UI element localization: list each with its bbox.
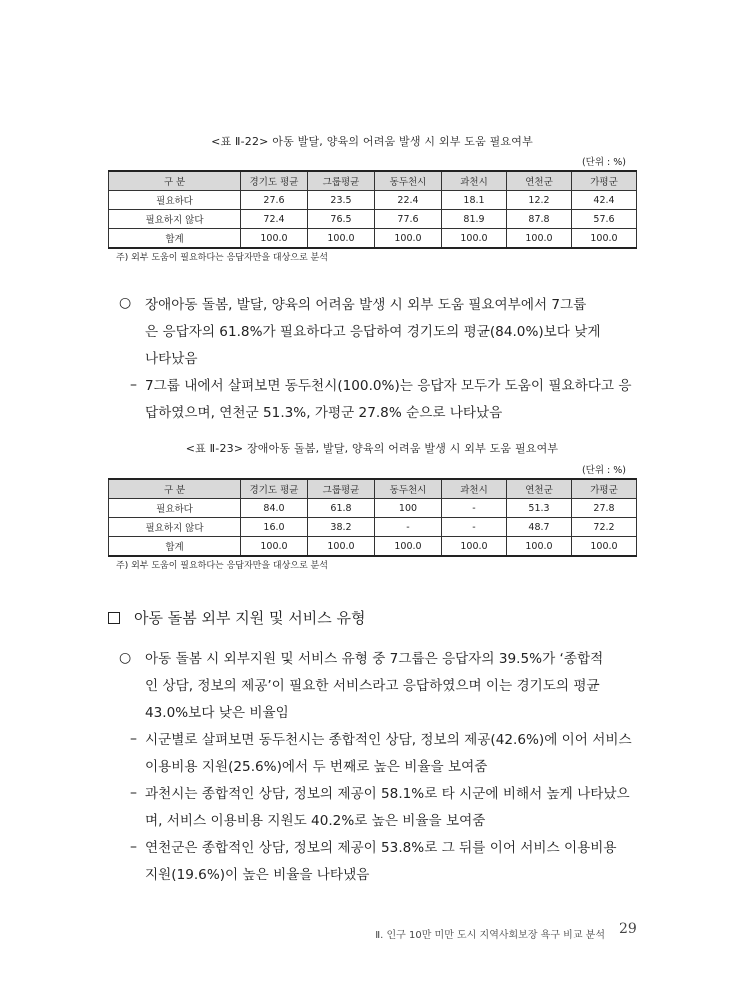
table-22-title: <표 Ⅱ-22> 아동 발달, 양육의 어려움 발생 시 외부 도움 필요여부 bbox=[211, 135, 533, 148]
table-cell: 87.8 bbox=[507, 210, 572, 229]
table-cell: 84.0 bbox=[241, 499, 308, 518]
paragraph-1 bbox=[145, 292, 637, 373]
paragraph-4 bbox=[145, 727, 637, 781]
table-cell: 77.6 bbox=[375, 210, 442, 229]
table-cell: 72.4 bbox=[241, 210, 308, 229]
table-header-row bbox=[109, 479, 637, 499]
table-22 bbox=[108, 170, 637, 249]
table-cell: 100.0 bbox=[442, 537, 507, 557]
table-cell: 27.6 bbox=[241, 191, 308, 210]
text-line: 연천군은 종합적인 상담, 정보의 제공이 53.8%로 그 뒤를 이어 서비스 이용비용 bbox=[145, 840, 617, 856]
table-22-unit: (단위 : %) bbox=[581, 157, 626, 168]
table-cell: 81.9 bbox=[442, 210, 507, 229]
table-cell: 합계 bbox=[109, 229, 241, 249]
table-cell: 100.0 bbox=[507, 229, 572, 249]
header-cell: 과천시 bbox=[442, 479, 507, 499]
table-cell: 76.5 bbox=[308, 210, 375, 229]
table-23-unit: (단위 : %) bbox=[581, 465, 626, 476]
table-cell: 12.2 bbox=[507, 191, 572, 210]
header-cell: 구 분 bbox=[109, 479, 241, 499]
table-cell: 100.0 bbox=[375, 537, 442, 557]
header-cell: 경기도 평균 bbox=[241, 479, 308, 499]
text-line: 나타났음 bbox=[145, 351, 198, 367]
header-cell: 동두천시 bbox=[375, 479, 442, 499]
section-square-icon bbox=[108, 612, 120, 624]
header-cell: 가평군 bbox=[572, 171, 637, 191]
table-cell: - bbox=[375, 518, 442, 537]
text-line: 이용비용 지원(25.6%)에서 두 번째로 높은 비율을 보여줌 bbox=[145, 759, 488, 775]
table-cell: 100.0 bbox=[308, 537, 375, 557]
table-cell: 100.0 bbox=[442, 229, 507, 249]
dash-bullet-icon: – bbox=[130, 377, 137, 393]
text-line: 인 상담, 정보의 제공’이 필요한 서비스라고 응답하였으며 이는 경기도의 평균 bbox=[145, 678, 600, 694]
table-row bbox=[109, 210, 637, 229]
table-cell: 100 bbox=[375, 499, 442, 518]
header-cell: 과천시 bbox=[442, 171, 507, 191]
header-cell: 그룹평균 bbox=[308, 479, 375, 499]
header-cell: 가평군 bbox=[572, 479, 637, 499]
table-cell: 100.0 bbox=[572, 229, 637, 249]
table-row bbox=[109, 537, 637, 557]
table-cell: 100.0 bbox=[241, 229, 308, 249]
table-22-note: 주) 외부 도움이 필요하다는 응답자만을 대상으로 분석 bbox=[116, 253, 328, 263]
header-cell: 경기도 평균 bbox=[241, 171, 308, 191]
text-line: 43.0%보다 낮은 비율임 bbox=[145, 705, 289, 721]
dash-bullet-icon: – bbox=[130, 785, 137, 801]
section-title: 아동 돌봄 외부 지원 및 서비스 유형 bbox=[134, 609, 366, 627]
table-cell: 필요하다 bbox=[109, 191, 241, 210]
text-line: 7그룹 내에서 살펴보면 동두천시(100.0%)는 응답자 모두가 도움이 필요하다고 응 bbox=[145, 378, 632, 394]
table-cell: 38.2 bbox=[308, 518, 375, 537]
table-cell: - bbox=[442, 518, 507, 537]
text-line: 시군별로 살펴보면 동두천시는 종합적인 상담, 정보의 제공(42.6%)에 이어 서비스 bbox=[145, 732, 632, 748]
text-line: 은 응답자의 61.8%가 필요하다고 응답하여 경기도의 평균(84.0%)보다 낮게 bbox=[145, 324, 601, 340]
table-cell: 61.8 bbox=[308, 499, 375, 518]
dash-bullet-icon: – bbox=[130, 839, 137, 855]
footer-chapter-title: Ⅱ. 인구 10만 미만 도시 지역사회보장 욕구 비교 분석 bbox=[375, 930, 605, 941]
table-cell: 필요하지 않다 bbox=[109, 518, 241, 537]
table-cell: 100.0 bbox=[241, 537, 308, 557]
dash-bullet-icon: – bbox=[130, 731, 137, 747]
text-line: 과천시는 종합적인 상담, 정보의 제공이 58.1%로 타 시군에 비해서 높게 나타났으 bbox=[145, 786, 630, 802]
paragraph-6 bbox=[145, 835, 637, 889]
table-23 bbox=[108, 478, 637, 557]
text-line: 답하였으며, 연천군 51.3%, 가평군 27.8% 순으로 나타났음 bbox=[145, 405, 503, 421]
text-line: 장애아동 돌봄, 발달, 양육의 어려움 발생 시 외부 도움 필요여부에서 7그룹 bbox=[145, 297, 587, 313]
table-row bbox=[109, 499, 637, 518]
table-cell: 51.3 bbox=[507, 499, 572, 518]
table-header-row bbox=[109, 171, 637, 191]
text-line: 아동 돌봄 시 외부지원 및 서비스 유형 중 7그룹은 응답자의 39.5%가 ‘종합적 bbox=[145, 651, 604, 667]
table-cell: 100.0 bbox=[308, 229, 375, 249]
table-cell: 27.8 bbox=[572, 499, 637, 518]
header-cell: 동두천시 bbox=[375, 171, 442, 191]
header-cell: 구 분 bbox=[109, 171, 241, 191]
paragraph-3 bbox=[145, 646, 637, 727]
table-cell: 16.0 bbox=[241, 518, 308, 537]
table-cell: 18.1 bbox=[442, 191, 507, 210]
table-cell: 72.2 bbox=[572, 518, 637, 537]
table-cell: 필요하다 bbox=[109, 499, 241, 518]
text-line: 며, 서비스 이용비용 지원도 40.2%로 높은 비율을 보여줌 bbox=[145, 813, 486, 829]
table-row bbox=[109, 229, 637, 249]
table-cell: 100.0 bbox=[507, 537, 572, 557]
table-cell: 48.7 bbox=[507, 518, 572, 537]
table-row bbox=[109, 518, 637, 537]
table-cell: 필요하지 않다 bbox=[109, 210, 241, 229]
table-cell: 100.0 bbox=[572, 537, 637, 557]
circle-bullet-icon: ○ bbox=[119, 650, 132, 666]
header-cell: 연천군 bbox=[507, 479, 572, 499]
paragraph-5 bbox=[145, 781, 637, 835]
table-cell: 100.0 bbox=[375, 229, 442, 249]
table-row bbox=[109, 191, 637, 210]
table-cell: 57.6 bbox=[572, 210, 637, 229]
table-cell: 22.4 bbox=[375, 191, 442, 210]
page-number: 29 bbox=[619, 921, 637, 937]
table-cell: 합계 bbox=[109, 537, 241, 557]
table-23-note: 주) 외부 도움이 필요하다는 응답자만을 대상으로 분석 bbox=[116, 561, 328, 571]
paragraph-2 bbox=[145, 373, 637, 427]
text-line: 지원(19.6%)이 높은 비율을 나타냈음 bbox=[145, 867, 370, 883]
table-cell: - bbox=[442, 499, 507, 518]
table-cell: 42.4 bbox=[572, 191, 637, 210]
table-cell: 23.5 bbox=[308, 191, 375, 210]
circle-bullet-icon: ○ bbox=[119, 295, 132, 311]
header-cell: 그룹평균 bbox=[308, 171, 375, 191]
header-cell: 연천군 bbox=[507, 171, 572, 191]
table-23-title: <표 Ⅱ-23> 장애아동 돌봄, 발달, 양육의 어려움 발생 시 외부 도움 필요여부 bbox=[185, 442, 559, 455]
